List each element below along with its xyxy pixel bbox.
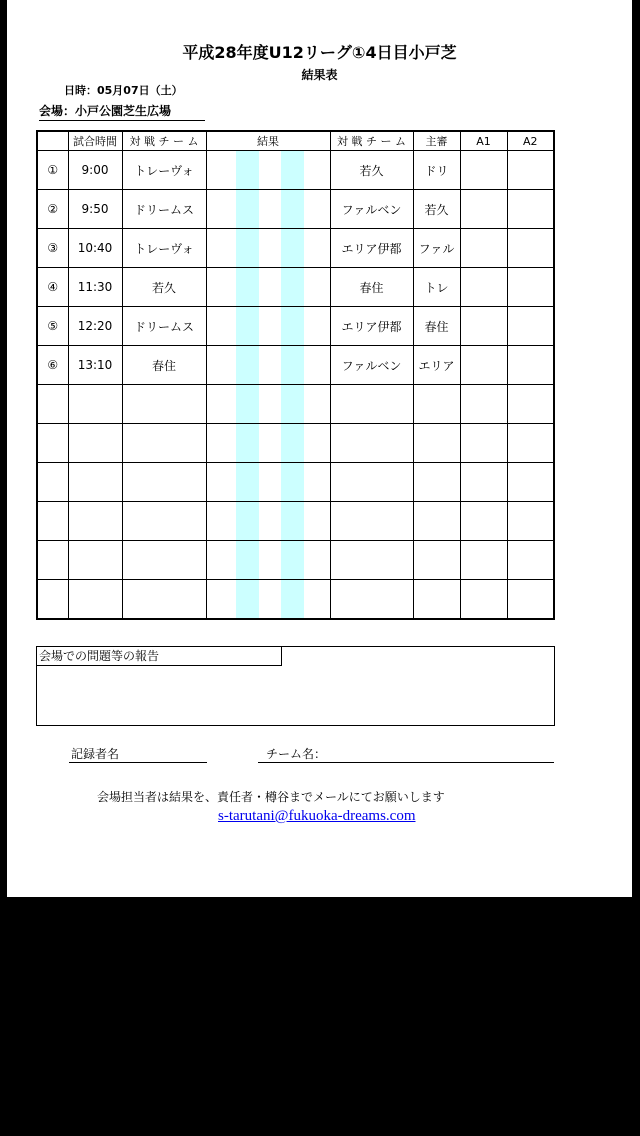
score-home-highlight[interactable] bbox=[236, 385, 259, 423]
score-away-highlight[interactable] bbox=[281, 463, 304, 501]
header-cell-no bbox=[37, 131, 68, 151]
a1-cell[interactable] bbox=[460, 541, 507, 580]
score-home-highlight[interactable] bbox=[236, 307, 259, 345]
score-away-highlight[interactable] bbox=[281, 424, 304, 462]
header-cell-team1: 対 戦 チ ー ム bbox=[122, 131, 206, 151]
team2-cell: ファルベン bbox=[330, 346, 413, 385]
a2-cell[interactable] bbox=[507, 541, 554, 580]
referee-cell: 春住 bbox=[413, 307, 460, 346]
match-time bbox=[68, 580, 122, 620]
match-date: 日時：05月07日（土） bbox=[64, 84, 183, 97]
score-home-highlight[interactable] bbox=[236, 268, 259, 306]
team2-cell: ファルベン bbox=[330, 190, 413, 229]
team1-cell: ドリームス bbox=[122, 190, 206, 229]
table-row bbox=[37, 307, 554, 346]
match-number bbox=[37, 424, 68, 463]
team2-cell: エリア伊都 bbox=[330, 229, 413, 268]
score-cell[interactable] bbox=[206, 346, 330, 385]
referee-cell bbox=[413, 463, 460, 502]
header-cell-a1: A1 bbox=[460, 131, 507, 151]
a2-cell[interactable] bbox=[507, 424, 554, 463]
score-home-highlight[interactable] bbox=[236, 151, 259, 189]
table-row bbox=[37, 151, 554, 190]
table-row bbox=[37, 424, 554, 463]
a2-cell[interactable] bbox=[507, 385, 554, 424]
referee-cell bbox=[413, 580, 460, 620]
match-time bbox=[68, 502, 122, 541]
report-box[interactable] bbox=[36, 646, 555, 726]
referee-cell bbox=[413, 541, 460, 580]
match-number: ① bbox=[37, 151, 68, 190]
score-away-highlight[interactable] bbox=[281, 346, 304, 384]
match-number bbox=[37, 502, 68, 541]
match-number bbox=[37, 580, 68, 620]
team1-cell bbox=[122, 385, 206, 424]
venue: 会場：小戸公園芝生広場 bbox=[39, 102, 205, 121]
referee-cell bbox=[413, 385, 460, 424]
score-cell[interactable] bbox=[206, 502, 330, 541]
referee-cell: ファル bbox=[413, 229, 460, 268]
a1-cell[interactable] bbox=[460, 151, 507, 190]
a1-cell[interactable] bbox=[460, 463, 507, 502]
table-row bbox=[37, 541, 554, 580]
score-away-highlight[interactable] bbox=[281, 307, 304, 345]
score-home-highlight[interactable] bbox=[236, 346, 259, 384]
team1-cell: 若久 bbox=[122, 268, 206, 307]
match-number: ③ bbox=[37, 229, 68, 268]
score-cell[interactable] bbox=[206, 268, 330, 307]
a2-cell[interactable] bbox=[507, 463, 554, 502]
score-away-highlight[interactable] bbox=[281, 385, 304, 423]
match-number bbox=[37, 385, 68, 424]
a2-cell[interactable] bbox=[507, 346, 554, 385]
match-time bbox=[68, 385, 122, 424]
table-header-row bbox=[37, 131, 554, 151]
table-row bbox=[37, 463, 554, 502]
a2-cell[interactable] bbox=[507, 502, 554, 541]
match-number: ④ bbox=[37, 268, 68, 307]
header-cell-time: 試合時間 bbox=[68, 131, 122, 151]
match-number: ② bbox=[37, 190, 68, 229]
team1-cell bbox=[122, 541, 206, 580]
score-cell[interactable] bbox=[206, 424, 330, 463]
match-time: 10:40 bbox=[68, 229, 122, 268]
score-away-highlight[interactable] bbox=[281, 502, 304, 540]
match-time: 9:50 bbox=[68, 190, 122, 229]
score-away-highlight[interactable] bbox=[281, 151, 304, 189]
score-cell[interactable] bbox=[206, 229, 330, 268]
score-cell[interactable] bbox=[206, 463, 330, 502]
score-cell[interactable] bbox=[206, 580, 330, 620]
team1-cell bbox=[122, 424, 206, 463]
match-time bbox=[68, 424, 122, 463]
a1-cell[interactable] bbox=[460, 385, 507, 424]
team2-cell bbox=[330, 541, 413, 580]
match-time bbox=[68, 541, 122, 580]
team2-cell bbox=[330, 385, 413, 424]
email-notice: 会場担当者は結果を、責任者・樽谷までメールにてお願いします bbox=[97, 790, 445, 804]
table-row bbox=[37, 385, 554, 424]
referee-cell: エリア bbox=[413, 346, 460, 385]
a1-cell[interactable] bbox=[460, 229, 507, 268]
match-time: 13:10 bbox=[68, 346, 122, 385]
match-number bbox=[37, 463, 68, 502]
score-away-highlight[interactable] bbox=[281, 190, 304, 228]
a2-cell[interactable] bbox=[507, 580, 554, 620]
a1-cell[interactable] bbox=[460, 580, 507, 620]
a2-cell[interactable] bbox=[507, 151, 554, 190]
score-away-highlight[interactable] bbox=[281, 541, 304, 579]
table-row bbox=[37, 229, 554, 268]
score-cell[interactable] bbox=[206, 151, 330, 190]
page-title: 平成28年度U12リーグ①4日目小戸芝 bbox=[182, 43, 457, 62]
referee-cell bbox=[413, 502, 460, 541]
match-time bbox=[68, 463, 122, 502]
team2-cell: 春住 bbox=[330, 268, 413, 307]
a1-cell[interactable] bbox=[460, 268, 507, 307]
a1-cell[interactable] bbox=[460, 190, 507, 229]
email-link[interactable]: s-tarutani@fukuoka-dreams.com bbox=[218, 808, 416, 824]
team1-cell bbox=[122, 463, 206, 502]
a2-cell[interactable] bbox=[507, 190, 554, 229]
table-row bbox=[37, 580, 554, 620]
score-home-highlight[interactable] bbox=[236, 502, 259, 540]
team1-cell: ドリームス bbox=[122, 307, 206, 346]
match-time: 9:00 bbox=[68, 151, 122, 190]
match-number: ⑥ bbox=[37, 346, 68, 385]
a1-cell[interactable] bbox=[460, 346, 507, 385]
score-home-highlight[interactable] bbox=[236, 424, 259, 462]
table-row bbox=[37, 190, 554, 229]
score-away-highlight[interactable] bbox=[281, 580, 304, 618]
referee-cell: ドリ bbox=[413, 151, 460, 190]
match-time: 12:20 bbox=[68, 307, 122, 346]
score-cell[interactable] bbox=[206, 307, 330, 346]
match-time: 11:30 bbox=[68, 268, 122, 307]
team2-cell bbox=[330, 463, 413, 502]
team2-cell: エリア伊都 bbox=[330, 307, 413, 346]
team2-cell bbox=[330, 424, 413, 463]
score-cell[interactable] bbox=[206, 385, 330, 424]
team1-cell bbox=[122, 502, 206, 541]
table-row bbox=[37, 268, 554, 307]
result-sheet bbox=[7, 0, 632, 897]
header-cell-result: 結果 bbox=[206, 131, 330, 151]
a2-cell[interactable] bbox=[507, 229, 554, 268]
team-name-field[interactable]: チーム名： bbox=[258, 745, 554, 763]
team1-cell bbox=[122, 580, 206, 620]
team2-cell bbox=[330, 502, 413, 541]
team2-cell bbox=[330, 580, 413, 620]
page-subtitle: 結果表 bbox=[301, 68, 338, 82]
table-row bbox=[37, 502, 554, 541]
recorder-name-field[interactable]: 記録者名 bbox=[69, 745, 207, 763]
referee-cell: トレ bbox=[413, 268, 460, 307]
a1-cell[interactable] bbox=[460, 424, 507, 463]
results-table bbox=[36, 130, 555, 620]
team1-cell: トレーヴォ bbox=[122, 229, 206, 268]
score-cell[interactable] bbox=[206, 190, 330, 229]
a1-cell[interactable] bbox=[460, 307, 507, 346]
score-away-highlight[interactable] bbox=[281, 268, 304, 306]
score-home-highlight[interactable] bbox=[236, 229, 259, 267]
a2-cell[interactable] bbox=[507, 268, 554, 307]
header-cell-referee: 主審 bbox=[413, 131, 460, 151]
a1-cell[interactable] bbox=[460, 502, 507, 541]
a2-cell[interactable] bbox=[507, 307, 554, 346]
score-away-highlight[interactable] bbox=[281, 229, 304, 267]
report-label: 会場での問題等の報告 bbox=[37, 647, 282, 666]
match-number bbox=[37, 541, 68, 580]
score-cell[interactable] bbox=[206, 541, 330, 580]
table-row bbox=[37, 346, 554, 385]
score-home-highlight[interactable] bbox=[236, 463, 259, 501]
referee-cell: 若久 bbox=[413, 190, 460, 229]
header-cell-a2: A2 bbox=[507, 131, 554, 151]
team1-cell: 春住 bbox=[122, 346, 206, 385]
referee-cell bbox=[413, 424, 460, 463]
score-home-highlight[interactable] bbox=[236, 541, 259, 579]
team2-cell: 若久 bbox=[330, 151, 413, 190]
team1-cell: トレーヴォ bbox=[122, 151, 206, 190]
score-home-highlight[interactable] bbox=[236, 190, 259, 228]
match-number: ⑤ bbox=[37, 307, 68, 346]
header-cell-team2: 対 戦 チ ー ム bbox=[330, 131, 413, 151]
score-home-highlight[interactable] bbox=[236, 580, 259, 618]
